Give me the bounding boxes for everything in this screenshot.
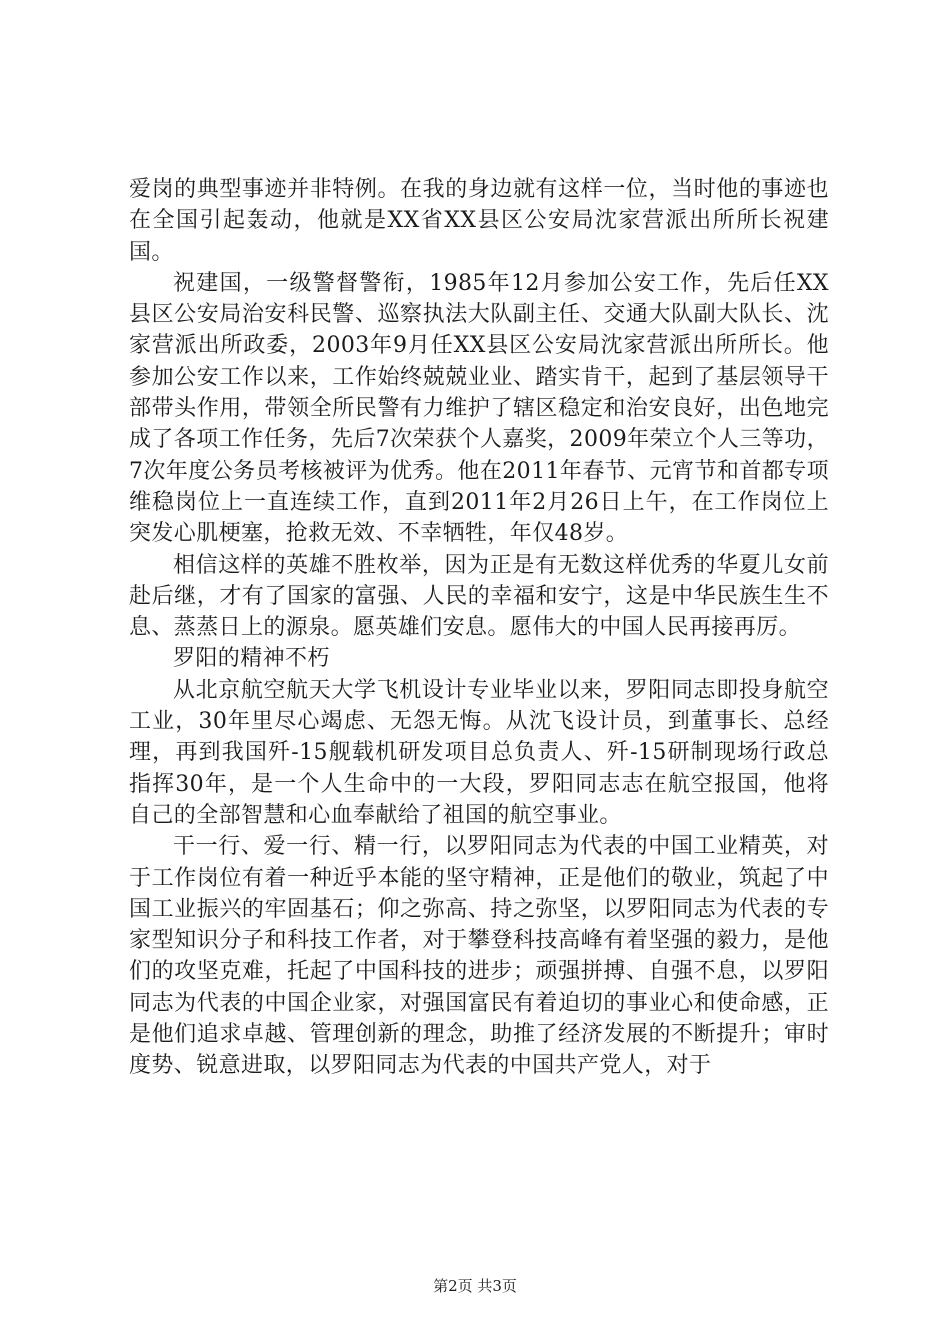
paragraph-5: 干一行、爱一行、精一行，以罗阳同志为代表的中国工业精英，对于工作岗位有着一种近乎本能的坚守精神，正是他们的敬业，筑起了中国工业振兴的牢固基石；仰之弥高、持之弥坚，以罗阳同志为代表的专家型知识分子和科技工作者，对于攀登科技高峰有着坚强的毅力，是他们的攻坚克难，托起了中国科技的进步；顽强拼搏、自强不息，以罗阳同志为代表的中国企业家，对强国富民有着迫切的事业心和使命感，正是他们追求卓越、管理创新的理念，助推了经济发展的不断提升；审时度势、锐意进取，以罗阳同志为代表的中国共产党人，对于 [129, 834, 829, 1079]
page-footer: 第2页 共3页 [433, 1277, 517, 1295]
paragraph-1: 爱岗的典型事迹并非特例。在我的身边就有这样一位，当时他的事迹也在全国引起轰动，他就是XX省XX县区公安局沈家营派出所所长祝建国。 [129, 177, 829, 265]
paragraph-4: 从北京航空航天大学飞机设计专业毕业以来，罗阳同志即投身航空工业，30年里尽心竭虑、无怨无悔。从沈飞设计员，到董事长、总经理，再到我国歼-15舰载机研发项目总负责人、歼-15研制现场行政总指挥30年，是一个人生命中的一大段，罗阳同志志在航空报国，他将自己的全部智慧和心血奉献给了祖国的航空事业。 [129, 677, 829, 828]
section-heading: 罗阳的精神不朽 [173, 646, 330, 672]
paragraph-2: 祝建国，一级警督警衔，1985年12月参加公安工作，先后任XX县区公安局治安科民警、巡察执法大队副主任、交通大队副大队长、沈家营派出所政委，2003年9月任XX县区公安局沈家营派出所所长。他参加公安工作以来，工作始终兢兢业业、踏实肯干，起到了基层领导干部带头作用，带领全所民警有力维护了辖区稳定和治安良好，出色地完成了各项工作任务，先后7次荣获个人嘉奖，2009年荣立个人三等功，7次年度公务员考核被评为优秀。他在2011年春节、元宵节和首都专项维稳岗位上一直连续工作，直到2011年2月26日上午，在工作岗位上突发心肌梗塞，抢救无效、不幸牺牲，年仅48岁。 [129, 270, 829, 547]
paragraph-3: 相信这样的英雄不胜枚举，因为正是有无数这样优秀的华夏儿女前赴后继，才有了国家的富强、人民的幸福和安宁，这是中华民族生生不息、蒸蒸日上的源泉。愿英雄们安息。愿伟大的中国人民再接再厉。 [129, 552, 829, 641]
document-body [129, 174, 829, 1082]
